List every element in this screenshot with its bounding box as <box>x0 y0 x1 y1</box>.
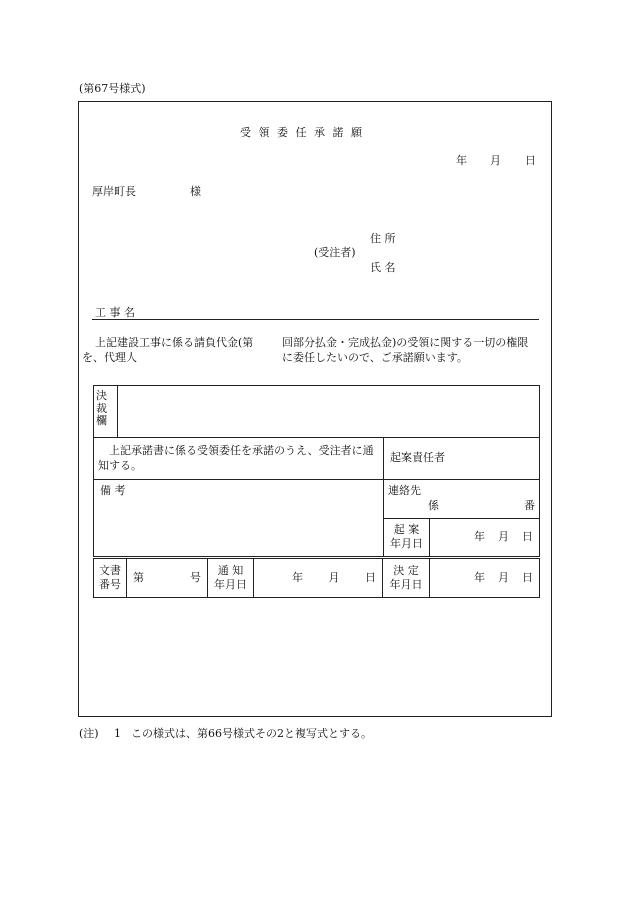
notice-date-value <box>254 559 383 598</box>
contact-cell <box>384 480 540 519</box>
document-number-table <box>93 558 540 598</box>
approval-table <box>93 385 540 557</box>
draft-date-label-2: 年月日 <box>390 537 423 551</box>
project-name-label: 工 事 名 <box>95 306 135 319</box>
doc-number-go: 号 <box>190 570 201 584</box>
doc-number-value <box>127 559 208 598</box>
contact-label: 連絡先 <box>388 484 421 497</box>
kessai-stamp-area <box>118 386 540 438</box>
doc-number-label-2: 番号 <box>99 578 121 591</box>
note-number: 1 <box>114 727 121 740</box>
body-line2-b: に委任したいので、ご承諾願います。 <box>282 351 468 364</box>
form-number: (第67号様式) <box>79 82 146 95</box>
decision-date-label-2: 年月日 <box>389 578 423 591</box>
doc-number-dai: 第 <box>133 570 144 584</box>
notice-date-label-2: 年月日 <box>214 578 247 591</box>
kessai-label: 決裁欄 <box>96 389 107 428</box>
notice-date-month: 月 <box>328 570 340 584</box>
address-label: 住 所 <box>370 232 396 245</box>
form-title: 受 領 委 任 承 諾 願 <box>240 126 364 139</box>
notice-date-label-1: 通 知 <box>217 563 244 577</box>
approval-text: 上記承諾書に係る受領委任を承諾のうえ、受注者に通知する。 <box>98 443 374 472</box>
remarks-label: 備 考 <box>100 484 126 497</box>
kessai-cell <box>94 386 118 438</box>
decision-date-value <box>430 559 540 598</box>
doc-number-label-1: 文書 <box>99 563 121 577</box>
date-day: 日 <box>525 154 536 167</box>
draft-date-label-1: 起 案 <box>393 522 420 536</box>
notice-date-label <box>208 559 254 598</box>
date-year: 年 <box>456 154 467 167</box>
note-label: (注) <box>79 727 99 740</box>
contractor-label: (受注者) <box>314 246 356 259</box>
contact-ban: 番 <box>524 498 536 512</box>
draft-date-year: 年 <box>474 529 485 543</box>
addressee-name: 厚岸町長 <box>92 185 136 198</box>
date-month: 月 <box>490 154 501 167</box>
approval-cell <box>94 438 384 480</box>
draft-date-label <box>384 518 430 556</box>
body-line2-a: を、代理人 <box>82 351 137 364</box>
decision-date-month: 月 <box>498 570 509 584</box>
body-line1-b: 回部分払金・完成払金)の受領に関する一切の権限 <box>282 336 529 349</box>
name-label: 氏 名 <box>370 261 396 274</box>
remarks-cell <box>94 480 384 557</box>
decision-date-label-1: 決 定 <box>393 563 419 577</box>
project-name-line <box>92 319 539 320</box>
note-text: この様式は、第66号様式その2と複写式とする。 <box>131 727 372 740</box>
draft-date-day: 日 <box>522 529 533 543</box>
doc-number-label <box>94 559 127 598</box>
body-line1-a: 上記建設工事に係る請負代金(第 <box>95 336 254 349</box>
drafter-label: 起案責任者 <box>384 438 540 480</box>
decision-date-label <box>383 559 430 598</box>
decision-date-year: 年 <box>474 570 485 584</box>
draft-date-month: 月 <box>498 529 509 543</box>
notice-date-year: 年 <box>292 570 303 584</box>
addressee-honorific: 様 <box>190 185 201 198</box>
decision-date-day: 日 <box>522 570 533 584</box>
contact-kakari: 係 <box>428 498 439 512</box>
notice-date-day: 日 <box>365 570 376 584</box>
draft-date-value <box>430 518 540 556</box>
